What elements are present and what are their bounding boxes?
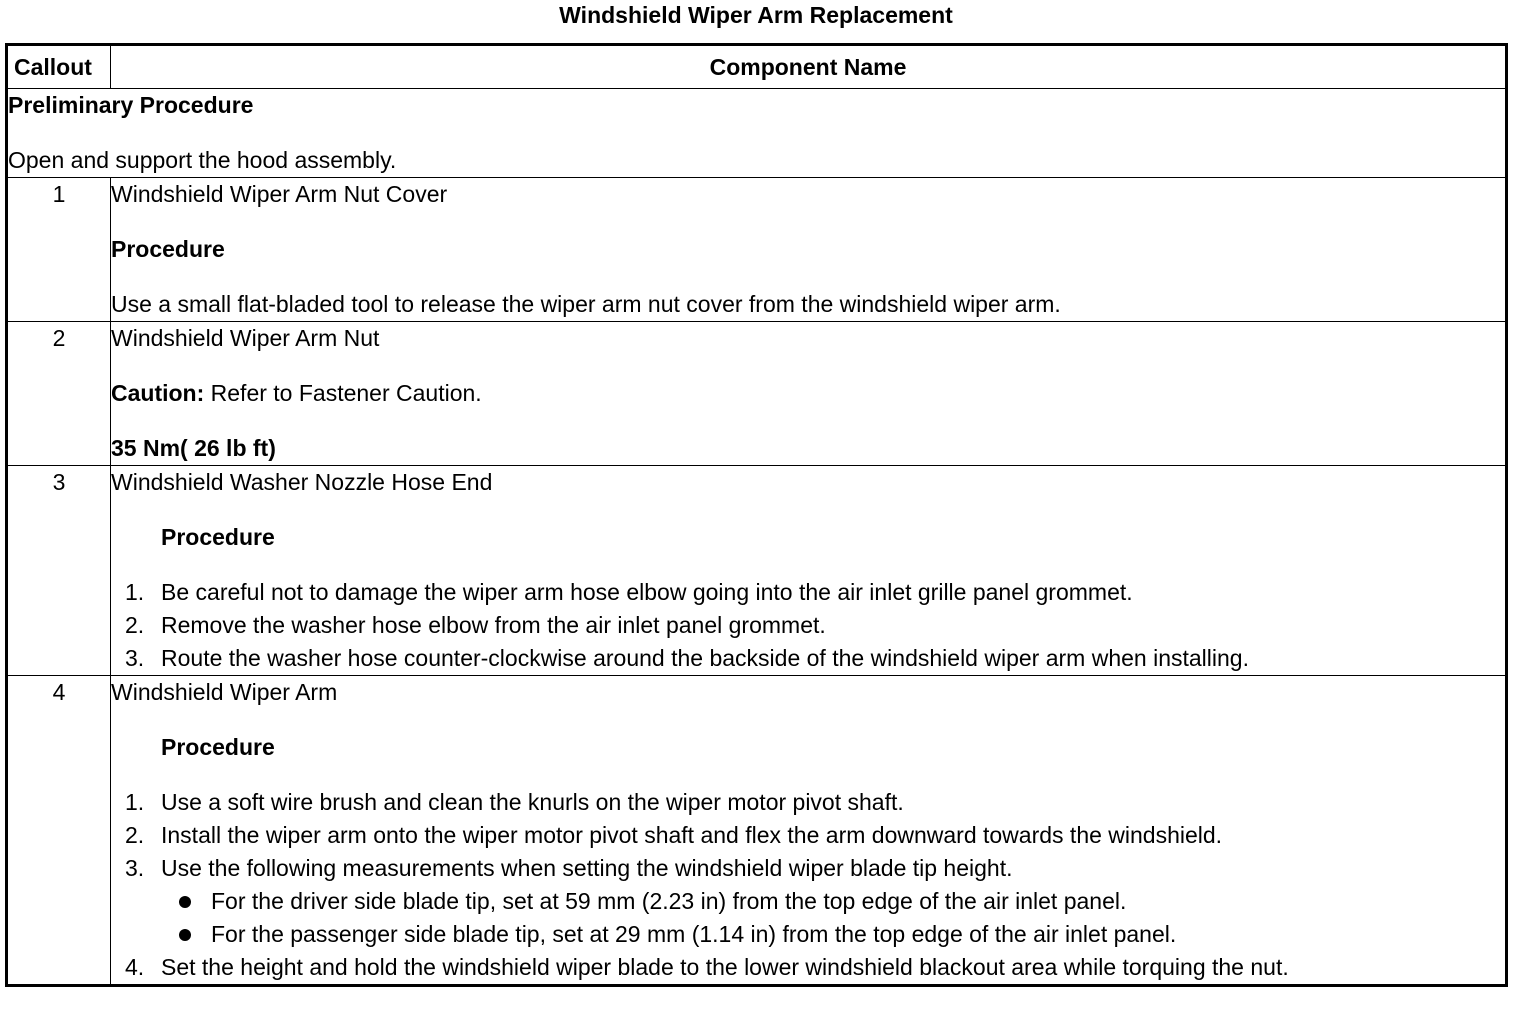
caution-line bbox=[111, 377, 1505, 410]
step-number: 1. bbox=[125, 579, 145, 605]
table-row bbox=[7, 322, 1507, 466]
component-cell bbox=[111, 466, 1507, 676]
bullet-icon bbox=[179, 896, 191, 908]
procedure-steps bbox=[111, 576, 1505, 675]
callout-number: 3 bbox=[7, 466, 111, 676]
callout-number: 2 bbox=[7, 322, 111, 466]
procedure-label: Procedure bbox=[111, 236, 225, 262]
step-number: 3. bbox=[125, 855, 145, 881]
bullet-icon bbox=[179, 929, 191, 941]
component-name: Windshield Washer Nozzle Hose End bbox=[111, 469, 493, 495]
component-column-header: Component Name bbox=[111, 45, 1507, 89]
torque-spec: 35 Nm( 26 lb ft) bbox=[111, 435, 276, 461]
callout-number: 1 bbox=[7, 178, 111, 322]
list-item bbox=[111, 951, 1505, 984]
list-item bbox=[111, 609, 1505, 642]
step-number: 1. bbox=[125, 789, 145, 815]
list-item bbox=[111, 786, 1505, 819]
list-item bbox=[111, 885, 1505, 918]
caution-text: Refer to Fastener Caution. bbox=[204, 380, 482, 406]
step-text: Route the washer hose counter-clockwise around the backside of the windshield wiper arm when installing. bbox=[161, 645, 1249, 671]
document-title: Windshield Wiper Arm Replacement bbox=[559, 2, 953, 28]
procedure-table bbox=[5, 43, 1508, 987]
caution-label: Caution: bbox=[111, 380, 205, 406]
component-name: Windshield Wiper Arm Nut bbox=[111, 325, 380, 351]
step-number: 4. bbox=[125, 954, 145, 980]
component-cell bbox=[111, 322, 1507, 466]
step-number: 2. bbox=[125, 822, 145, 848]
bullet-text: For the passenger side blade tip, set at 29 mm (1.14 in) from the top edge of the air inlet panel. bbox=[211, 921, 1177, 947]
procedure-steps-continued bbox=[111, 951, 1505, 984]
measurement-bullets bbox=[111, 885, 1505, 951]
table-header-row bbox=[7, 45, 1507, 89]
step-text: Be careful not to damage the wiper arm hose elbow going into the air inlet grille panel grommet. bbox=[161, 579, 1133, 605]
procedure-text: Use a small flat-bladed tool to release the wiper arm nut cover from the windshield wiper arm. bbox=[111, 291, 1061, 317]
bullet-text: For the driver side blade tip, set at 59 mm (2.23 in) from the top edge of the air inlet panel. bbox=[211, 888, 1127, 914]
table-row bbox=[7, 676, 1507, 986]
callout-column-header: Callout bbox=[7, 45, 111, 89]
step-number: 2. bbox=[125, 612, 145, 638]
step-text: Use a soft wire brush and clean the knurls on the wiper motor pivot shaft. bbox=[161, 789, 904, 815]
preliminary-row bbox=[7, 89, 1507, 178]
procedure-steps bbox=[111, 786, 1505, 885]
procedure-label: Procedure bbox=[161, 524, 275, 550]
procedure-label: Procedure bbox=[161, 734, 275, 760]
preliminary-heading: Preliminary Procedure bbox=[8, 92, 254, 118]
table-row bbox=[7, 178, 1507, 322]
step-text: Remove the washer hose elbow from the air inlet panel grommet. bbox=[161, 612, 826, 638]
list-item bbox=[111, 852, 1505, 885]
component-cell bbox=[111, 178, 1507, 322]
component-cell bbox=[111, 676, 1507, 986]
list-item bbox=[111, 918, 1505, 951]
list-item bbox=[111, 576, 1505, 609]
list-item bbox=[111, 642, 1505, 675]
preliminary-text: Open and support the hood assembly. bbox=[8, 147, 397, 173]
list-item bbox=[111, 819, 1505, 852]
step-number: 3. bbox=[125, 645, 145, 671]
table-row bbox=[7, 466, 1507, 676]
step-text: Use the following measurements when setting the windshield wiper blade tip height. bbox=[161, 855, 1013, 881]
step-text: Set the height and hold the windshield wiper blade to the lower windshield blackout area while torquing the nut. bbox=[161, 954, 1289, 980]
callout-number: 4 bbox=[7, 676, 111, 986]
component-name: Windshield Wiper Arm bbox=[111, 679, 338, 705]
preliminary-cell bbox=[7, 89, 1507, 178]
component-name: Windshield Wiper Arm Nut Cover bbox=[111, 181, 448, 207]
step-text: Install the wiper arm onto the wiper motor pivot shaft and flex the arm downward towards the windshield. bbox=[161, 822, 1223, 848]
